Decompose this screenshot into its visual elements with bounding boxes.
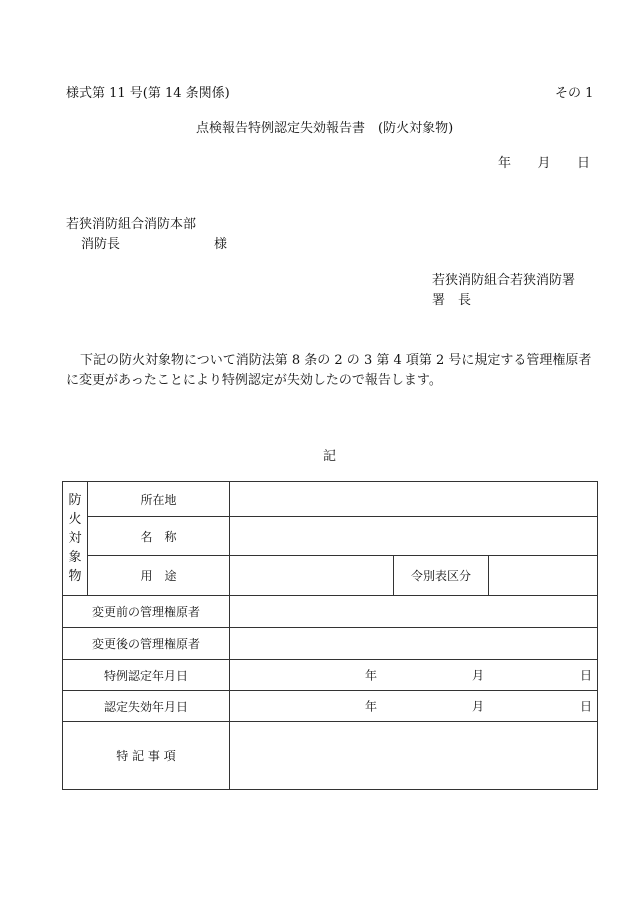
classification-value-cell[interactable] — [489, 556, 598, 596]
cert-date-month: 月 — [472, 668, 485, 683]
location-value-cell[interactable] — [230, 482, 598, 517]
body-text-line-1: 下記の防火対象物について消防法第 8 条の 2 の 3 第 4 項第 2 号に規定する管理権原者 — [80, 353, 592, 368]
prev-holder-label: 変更前の管理権原者 — [63, 596, 230, 628]
remarks-value-cell[interactable] — [230, 722, 598, 790]
name-value-cell[interactable] — [230, 517, 598, 556]
cert-date-day: 日 — [580, 668, 593, 683]
expiry-date-month: 月 — [472, 699, 485, 714]
sender-title: 署 長 — [432, 293, 472, 308]
expiry-date-year: 年 — [365, 699, 378, 714]
sender-organization: 若狭消防組合若狭消防署 — [432, 273, 576, 288]
name-label: 名 称 — [88, 517, 230, 556]
remarks-label: 特 記 事 項 — [63, 722, 230, 790]
sheet-number: その 1 — [555, 86, 594, 101]
expiry-date-label: 認定失効年月日 — [63, 691, 230, 722]
expiry-date-value-cell[interactable] — [230, 691, 598, 722]
use-label: 用 途 — [88, 556, 230, 596]
date-year-label: 年 — [498, 156, 512, 171]
location-label: 所在地 — [88, 482, 230, 517]
cert-date-value-cell[interactable] — [230, 660, 598, 691]
use-value-cell[interactable] — [230, 556, 394, 596]
new-holder-value-cell[interactable] — [230, 628, 598, 660]
expiry-date-day: 日 — [580, 699, 593, 714]
classification-label: 令別表区分 — [394, 556, 489, 596]
report-date — [498, 156, 590, 172]
prev-holder-value-cell[interactable] — [230, 596, 598, 628]
document-title: 点検報告特例認定失効報告書 (防火対象物) — [196, 121, 454, 136]
recipient-honorific: 様 — [214, 237, 228, 252]
body-text-line-2: に変更があったことにより特例認定が失効したので報告します。 — [66, 373, 442, 388]
form-number: 様式第 11 号(第 14 条関係) — [66, 86, 230, 101]
ki-heading: 記 — [323, 449, 337, 464]
date-day-label: 日 — [576, 156, 590, 171]
date-month-label: 月 — [537, 156, 551, 171]
cert-date-label: 特例認定年月日 — [63, 660, 230, 691]
cert-date-year: 年 — [365, 668, 378, 683]
recipient-title: 消防長 — [81, 237, 121, 252]
new-holder-label: 変更後の管理権原者 — [63, 628, 230, 660]
recipient-organization: 若狭消防組合消防本部 — [66, 217, 197, 232]
report-table — [62, 481, 598, 790]
fire-target-group-label: 防 火 対 象 物 — [63, 482, 88, 596]
